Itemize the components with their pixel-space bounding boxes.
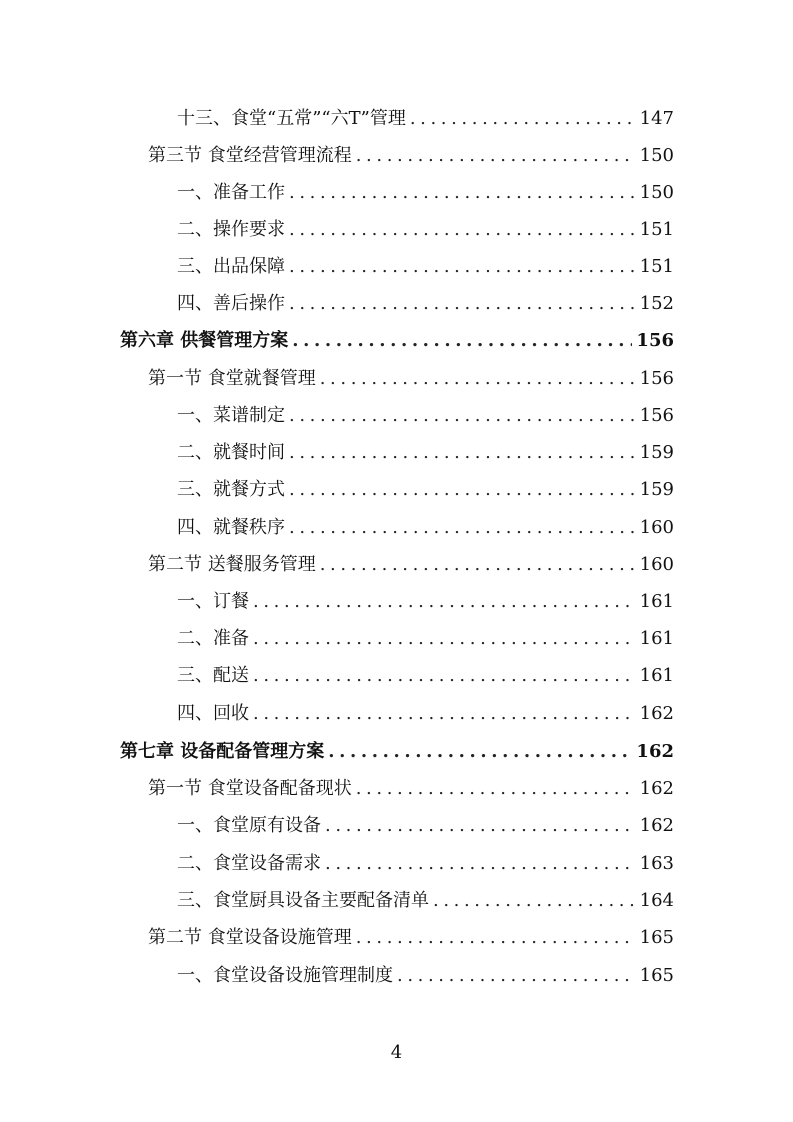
toc-entry-page: 156 bbox=[639, 368, 674, 389]
toc-entry-title: 一、菜谱制定 bbox=[177, 405, 285, 426]
toc-entry[interactable] bbox=[177, 882, 674, 919]
toc-dot-leader bbox=[253, 620, 636, 657]
toc-entry-title: 三、出品保障 bbox=[177, 256, 285, 277]
toc-entry-title: 四、善后操作 bbox=[177, 293, 285, 314]
toc-entry-page: 160 bbox=[639, 517, 674, 538]
toc-entry-title: 第二节 送餐服务管理 bbox=[148, 554, 316, 575]
toc-entry-title: 一、订餐 bbox=[177, 591, 249, 612]
toc-dot-leader bbox=[356, 770, 636, 807]
toc-entry-title: 第一节 食堂设备配备现状 bbox=[148, 778, 352, 799]
toc-entry-title: 二、操作要求 bbox=[177, 219, 285, 240]
toc-entry-page: 151 bbox=[639, 219, 674, 240]
toc-entry[interactable] bbox=[148, 137, 674, 174]
toc-entry-page: 162 bbox=[639, 703, 674, 724]
toc-entry-title: 十三、食堂“五常”“六T”管理 bbox=[177, 108, 406, 129]
toc-entry-page: 161 bbox=[639, 665, 674, 686]
toc-entry-title: 第六章 供餐管理方案 bbox=[120, 330, 289, 351]
toc-entry-page: 156 bbox=[639, 405, 674, 426]
toc-entry[interactable] bbox=[177, 583, 674, 620]
toc-dot-leader bbox=[325, 845, 636, 882]
toc-entry-page: 150 bbox=[639, 182, 674, 203]
toc-entry-title: 第二节 食堂设备设施管理 bbox=[148, 927, 352, 948]
toc-entry-page: 151 bbox=[639, 256, 674, 277]
toc-entry[interactable] bbox=[177, 434, 674, 471]
toc-entry-title: 三、就餐方式 bbox=[177, 479, 285, 500]
toc-entry[interactable] bbox=[148, 546, 674, 583]
toc-entry[interactable] bbox=[177, 657, 674, 694]
toc-dot-leader bbox=[289, 471, 636, 508]
toc-dot-leader bbox=[320, 546, 636, 583]
toc-dot-leader bbox=[289, 434, 636, 471]
toc-dot-leader bbox=[289, 248, 636, 285]
toc-entry-title: 二、准备 bbox=[177, 628, 249, 649]
toc-entry-page: 147 bbox=[639, 108, 674, 129]
toc-entry[interactable] bbox=[177, 807, 674, 844]
toc-entry[interactable] bbox=[177, 211, 674, 248]
toc-entry[interactable] bbox=[177, 285, 674, 322]
toc-entry-title: 一、食堂设备设施管理制度 bbox=[177, 965, 393, 986]
toc-entry[interactable] bbox=[148, 770, 674, 807]
toc-dot-leader bbox=[292, 322, 632, 359]
toc-entry-page: 164 bbox=[639, 890, 674, 911]
toc-entry[interactable] bbox=[177, 397, 674, 434]
toc-dot-leader bbox=[397, 957, 636, 994]
toc-entry[interactable] bbox=[177, 509, 674, 546]
toc-entry[interactable] bbox=[148, 360, 674, 397]
toc-dot-leader bbox=[289, 397, 636, 434]
toc-dot-leader bbox=[320, 360, 636, 397]
toc-dot-leader bbox=[356, 137, 636, 174]
toc-entry-page: 160 bbox=[639, 554, 674, 575]
toc-entry[interactable] bbox=[177, 957, 674, 994]
toc-dot-leader bbox=[289, 509, 636, 546]
toc-dot-leader bbox=[410, 100, 636, 137]
toc-entry-title: 第七章 设备配备管理方案 bbox=[120, 741, 325, 762]
page-number: 4 bbox=[390, 1042, 403, 1063]
toc-dot-leader bbox=[433, 882, 636, 919]
toc-dot-leader bbox=[289, 174, 636, 211]
toc-entry-title: 三、食堂厨具设备主要配备清单 bbox=[177, 890, 429, 911]
toc-entry-title: 四、回收 bbox=[177, 703, 249, 724]
toc-entry-page: 150 bbox=[639, 145, 674, 166]
toc-chapter-entry[interactable] bbox=[120, 322, 674, 359]
toc-entry-page: 163 bbox=[639, 853, 674, 874]
toc-entry[interactable] bbox=[177, 248, 674, 285]
toc-entry-title: 一、准备工作 bbox=[177, 182, 285, 203]
toc-entry-title: 四、就餐秩序 bbox=[177, 517, 285, 538]
toc-entry-page: 159 bbox=[639, 442, 674, 463]
toc-entry-page: 162 bbox=[639, 778, 674, 799]
toc-dot-leader bbox=[253, 695, 636, 732]
toc-entry-page: 162 bbox=[636, 741, 674, 762]
toc-chapter-entry[interactable] bbox=[120, 733, 674, 770]
toc-dot-leader bbox=[253, 657, 636, 694]
toc-entry[interactable] bbox=[177, 100, 674, 137]
toc-entry-page: 161 bbox=[639, 628, 674, 649]
toc-entry-page: 162 bbox=[639, 815, 674, 836]
toc-entry[interactable] bbox=[148, 919, 674, 956]
toc-entry-title: 一、食堂原有设备 bbox=[177, 815, 321, 836]
toc-dot-leader bbox=[356, 919, 636, 956]
toc-entry-title: 第三节 食堂经营管理流程 bbox=[148, 145, 352, 166]
toc-entry-page: 165 bbox=[639, 927, 674, 948]
toc-dot-leader bbox=[328, 733, 632, 770]
toc-entry-page: 159 bbox=[639, 479, 674, 500]
toc-entry-title: 二、就餐时间 bbox=[177, 442, 285, 463]
toc-entry-title: 三、配送 bbox=[177, 665, 249, 686]
toc-dot-leader bbox=[253, 583, 636, 620]
toc-entry-page: 156 bbox=[636, 330, 674, 351]
toc-entry-page: 161 bbox=[639, 591, 674, 612]
toc-entry[interactable] bbox=[177, 174, 674, 211]
toc-entry-title: 二、食堂设备需求 bbox=[177, 853, 321, 874]
toc-entry-title: 第一节 食堂就餐管理 bbox=[148, 368, 316, 389]
toc-entry[interactable] bbox=[177, 620, 674, 657]
toc-entry[interactable] bbox=[177, 695, 674, 732]
toc-entry[interactable] bbox=[177, 471, 674, 508]
toc-dot-leader bbox=[289, 211, 636, 248]
toc-dot-leader bbox=[289, 285, 636, 322]
toc-entry[interactable] bbox=[177, 845, 674, 882]
toc-entry-page: 152 bbox=[639, 293, 674, 314]
toc-entry-page: 165 bbox=[639, 965, 674, 986]
toc-dot-leader bbox=[325, 807, 636, 844]
